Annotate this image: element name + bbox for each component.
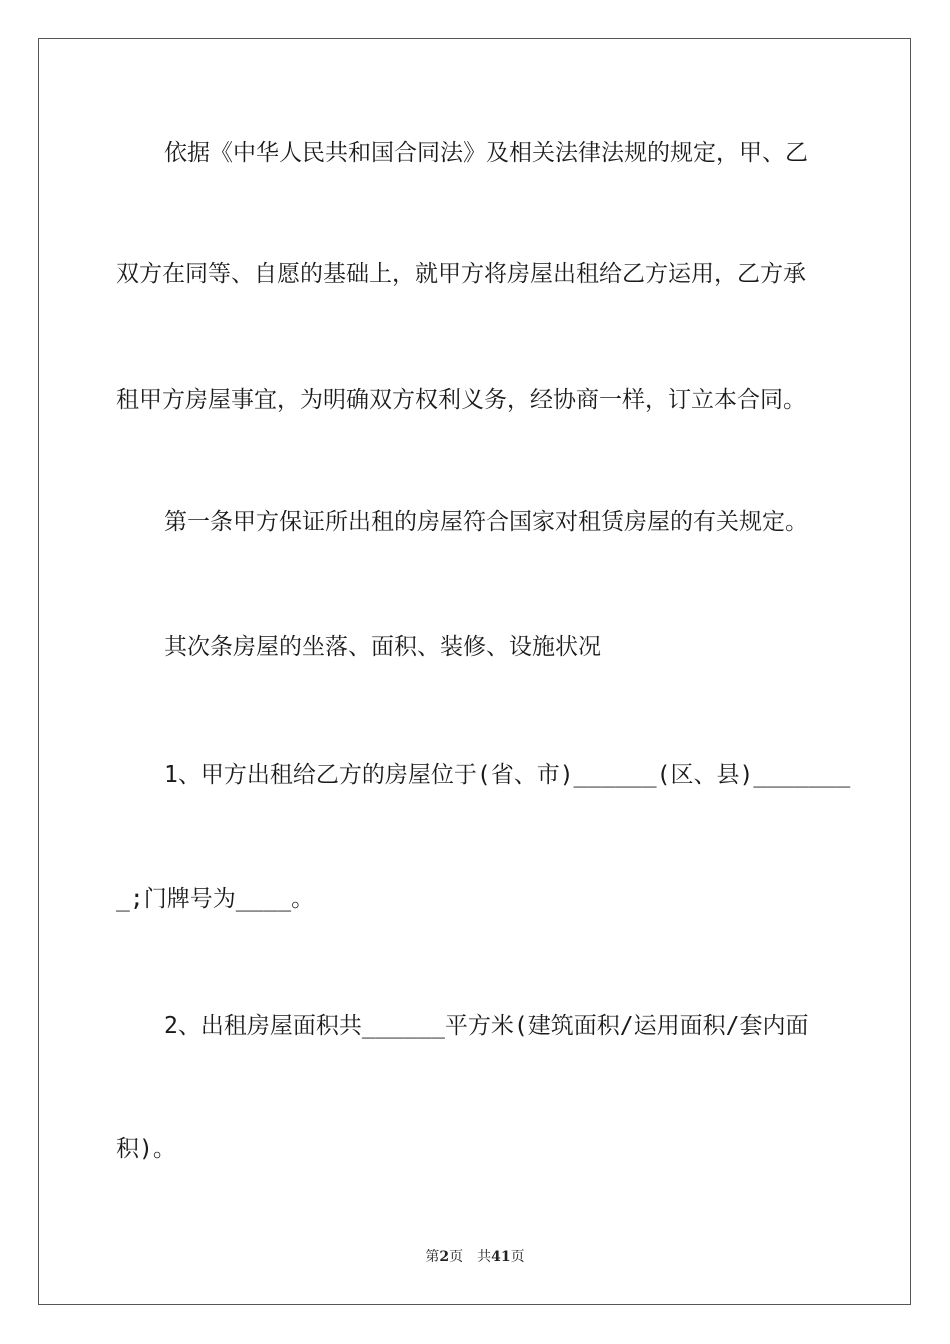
clause-2-line-1: 2、出租房屋面积共______平方米(建筑面积/运用面积/套内面 — [164, 1013, 809, 1039]
clause-1-line-2: _;门牌号为____。 — [116, 886, 315, 912]
article-one-line: 第一条甲方保证所出租的房屋符合国家对租赁房屋的有关规定。 — [164, 509, 808, 535]
clause-2-line-2: 积)。 — [116, 1136, 176, 1162]
total-pages: 41 — [491, 1249, 511, 1265]
page-footer — [0, 1246, 950, 1266]
clause-1-line-1: 1、甲方出租给乙方的房屋位于(省、市)______(区、县)_______ — [164, 762, 851, 788]
total-suffix: 页 — [510, 1249, 525, 1265]
paragraph-line-1: 依据《中华人民共和国合同法》及相关法律法规的规定，甲、乙 — [164, 140, 808, 166]
page-border — [38, 38, 911, 1305]
paragraph-line-2: 双方在同等、自愿的基础上，就甲方将房屋出租给乙方运用，乙方承 — [116, 261, 806, 287]
page-number: 2 — [439, 1249, 450, 1265]
paragraph-line-3: 租甲方房屋事宜，为明确双方权利义务，经协商一样，订立本合同。 — [116, 387, 806, 413]
page-prefix: 第 — [425, 1249, 440, 1265]
article-two-heading: 其次条房屋的坐落、面积、装修、设施状况 — [164, 634, 601, 660]
total-prefix: 共 — [477, 1249, 492, 1265]
page-suffix: 页 — [449, 1249, 464, 1265]
